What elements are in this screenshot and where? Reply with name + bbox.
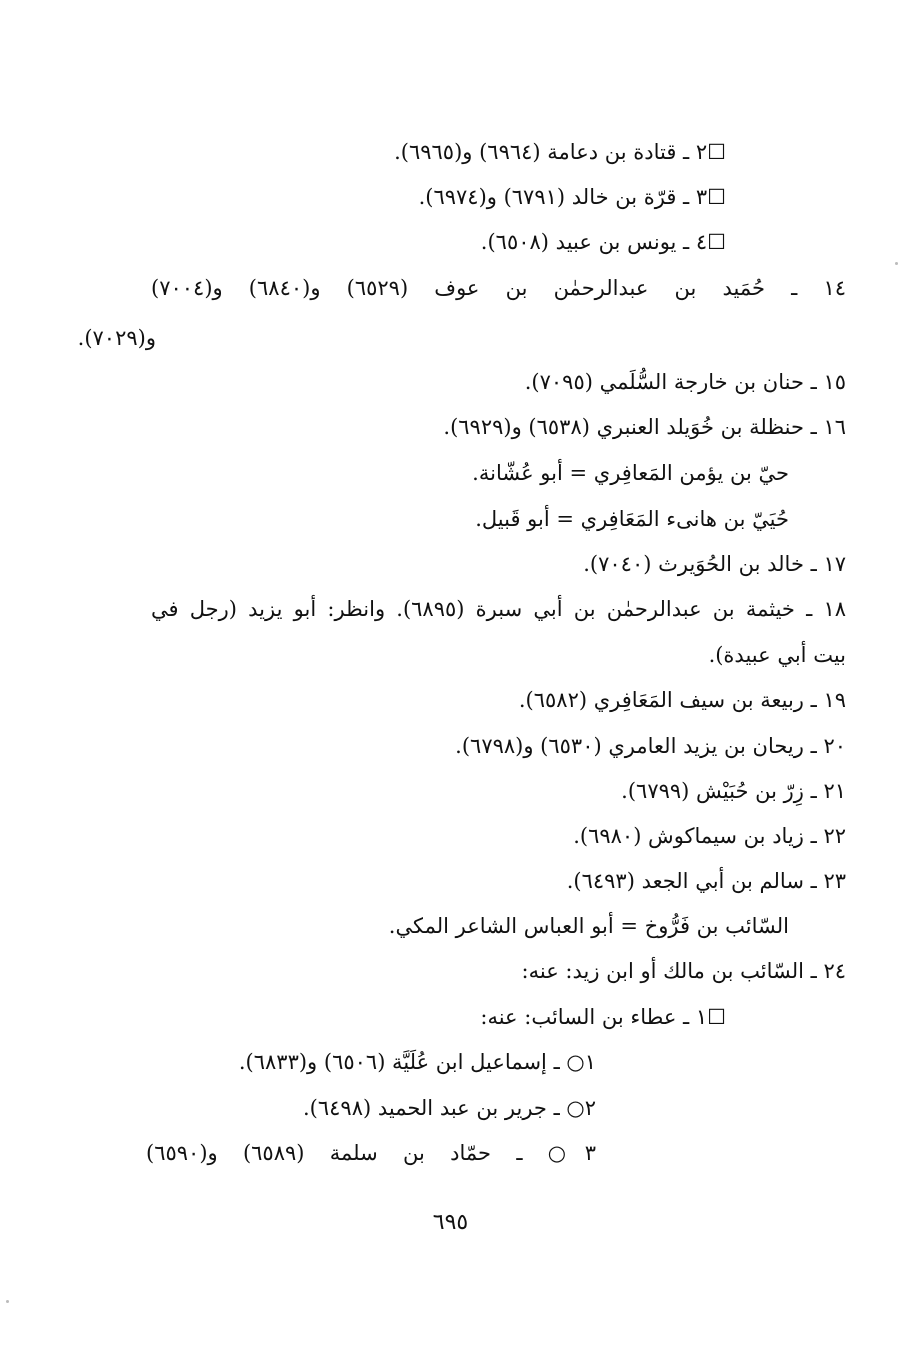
index-line: و(٧٠٢٩). bbox=[77, 326, 156, 350]
index-line: حيّ بن يؤمن المَعافِري = أبو عُشّانة. bbox=[472, 461, 789, 485]
scan-speck bbox=[895, 262, 898, 265]
index-line: حُيَيّ بن هانىء المَعَافِري = أبو قَبيل. bbox=[475, 507, 789, 531]
scan-speck bbox=[6, 1300, 9, 1303]
index-line: ٢١ ـ زِرّ بن حُبَيْش (٦٧٩٩). bbox=[621, 779, 846, 803]
index-line: ١٥ ـ حنان بن خارجة السُّلَمي (٧٠٩٥). bbox=[524, 370, 846, 394]
index-line: ٢٣ ـ سالم بن أبي الجعد (٦٤٩٣). bbox=[566, 869, 846, 893]
index-line: ١٦ ـ حنظلة بن خُوَيلد العنبري (٦٥٣٨) و(٦٩٢٩). bbox=[443, 415, 846, 439]
index-line: بيت أبي عبيدة). bbox=[708, 643, 846, 667]
index-line: ☐٢ ـ قتادة بن دعامة (٦٩٦٤) و(٦٩٦٥). bbox=[394, 140, 726, 164]
index-line: ٣○ ـ حمّاد بن سلمة (٦٥٨٩) و(٦٥٩٠) bbox=[146, 1141, 596, 1165]
index-line: ٢٠ ـ ريحان بن يزيد العامري (٦٥٣٠) و(٦٧٩٨). bbox=[455, 734, 846, 758]
index-line: ٢٢ ـ زياد بن سيماكوش (٦٩٨٠). bbox=[573, 824, 846, 848]
index-line: ٢○ ـ جرير بن عبد الحميد (٦٤٩٨). bbox=[302, 1096, 596, 1120]
index-line: ☐٤ ـ يونس بن عبيد (٦٥٠٨). bbox=[480, 230, 726, 254]
index-line: ١٤ ـ حُمَيد بن عبدالرحمٰن بن عوف (٦٥٢٩) و(٦٨٤٠) و(٧٠٠٤) bbox=[151, 276, 846, 300]
index-line: ١○ ـ إسماعيل ابن عُلَيَّة (٦٥٠٦) و(٦٨٣٣). bbox=[238, 1050, 596, 1074]
index-line: ٢٤ ـ السّائب بن مالك أو ابن زيد: عنه: bbox=[521, 959, 846, 983]
index-line: السّائب بن فَرُّوخ = أبو العباس الشاعر المكي. bbox=[388, 914, 789, 938]
page-number: ٦٩٥ bbox=[432, 1210, 469, 1235]
index-line: ١٨ ـ خيثمة بن عبدالرحمٰن بن أبي سبرة (٦٨٩٥). وانظر: أبو يزيد (رجل في bbox=[151, 597, 846, 621]
index-line: ١٧ ـ خالد بن الحُوَيرث (٧٠٤٠). bbox=[583, 552, 846, 576]
index-line: ☐٣ ـ قرّة بن خالد (٦٧٩١) و(٦٩٧٤). bbox=[418, 185, 726, 209]
index-line: ١٩ ـ ربيعة بن سيف المَعَافِري (٦٥٨٢). bbox=[518, 688, 846, 712]
index-line: ☐١ ـ عطاء بن السائب: عنه: bbox=[480, 1005, 726, 1029]
